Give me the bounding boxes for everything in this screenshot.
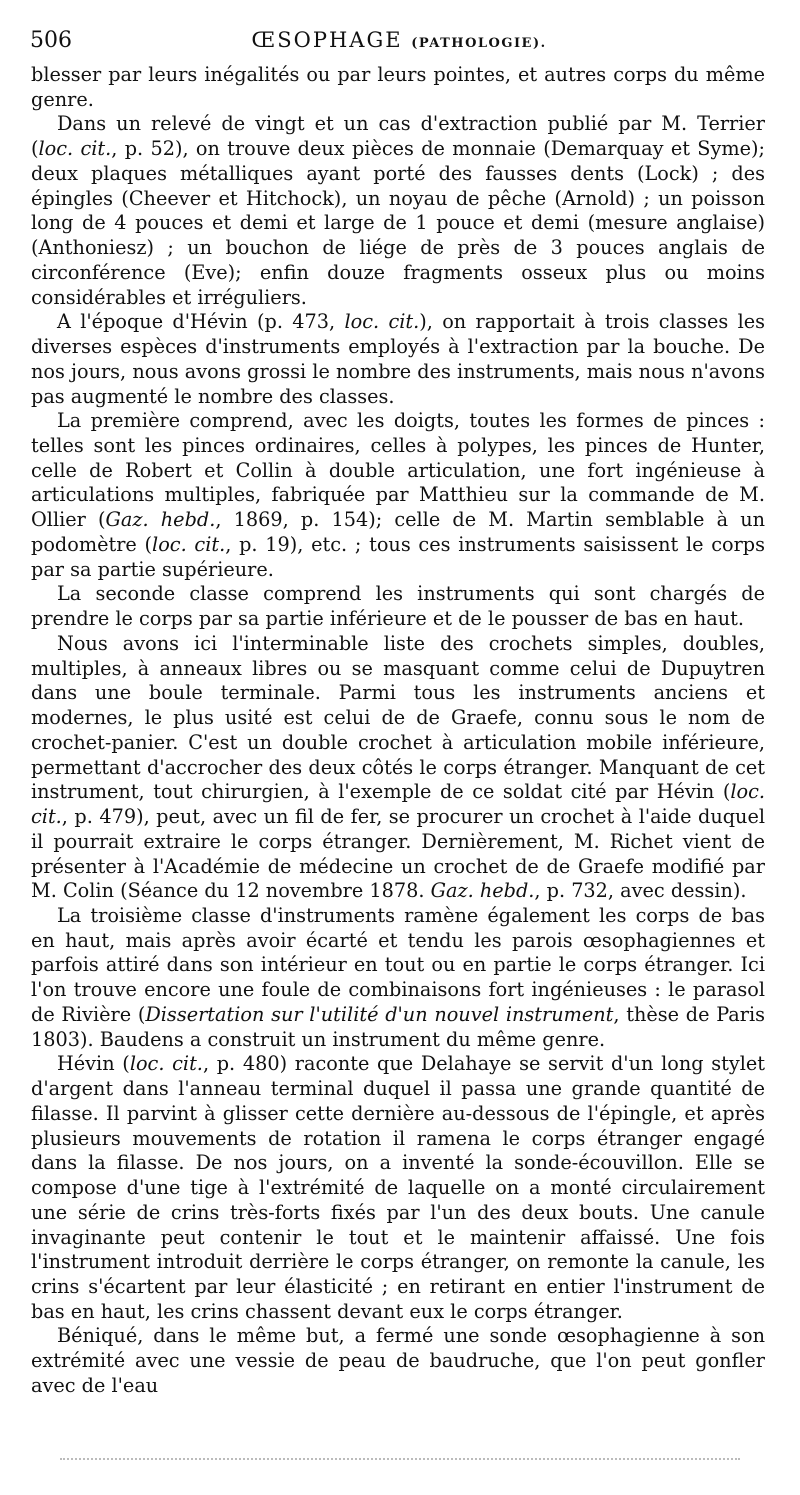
text-run: , p. 19), etc. ; tous ces instruments saisissent le corps par sa partie supérieure. — [31, 532, 766, 581]
body-text — [31, 63, 765, 1399]
text-run: La première comprend, avec les doigts, toutes les formes de pinces : telles sont les pinces ordinaires, celles à polypes, les pinces de Hunter, celle de Robert et Collin à double articulation, une fort ingénieuse à articulations multiples, fabriquée par Matthieu sur la commande de M. Ollier ( — [31, 409, 765, 532]
paragraph-9 — [31, 1324, 765, 1398]
paragraph-3 — [31, 310, 765, 409]
paragraph-5 — [31, 582, 765, 631]
header-subtitle: (PATHOLOGIE). — [411, 36, 547, 51]
text-run: La seconde classe comprend les instruments qui sont chargés de prendre le corps par sa partie inférieure et de le pousser de bas en haut. — [31, 582, 765, 631]
text-run: , p. 479), peut, avec un fil de fer, se procurer un crochet à l'aide duquel il pourrait extraire le corps étranger. Dernièrement, M. Richet vient de présenter à l'Académie de médecine un crochet de de Graefe modifié par M. Colin (Séance du 12 novembre 1878. — [31, 805, 765, 903]
paragraph-1 — [31, 63, 765, 112]
paragraph-2 — [31, 112, 765, 310]
citation-italic: loc. cit. — [152, 532, 226, 556]
paragraph-6 — [31, 632, 765, 904]
citation-italic: loc. cit. — [344, 310, 420, 334]
text-run: La troisième classe d'instruments ramène également les corps de bas en haut, mais après avoir écarté et tendu les parois œsophagiennes et parfois attiré dans son intérieur en tout ou en partie le corps étranger. Ici l'on trouve encore une foule de combinaisons fort ingénieuses : le parasol de Rivière ( — [31, 903, 765, 1026]
citation-italic: Gaz. hebd. — [105, 508, 216, 532]
citation-italic: Dissertation sur l'utilité d'un nouvel instrument — [145, 1002, 614, 1026]
footer-dotted-rule — [60, 1458, 740, 1460]
header-title-line — [30, 28, 768, 52]
text-run: , p. 480) raconte que Delahaye se servit d'un long stylet d'argent dans l'anneau terminal duquel il passa une grande quantité de filasse. Il parvint à glisser cette dernière au-dessous de l'épingle, et après plusieurs mouvements de rotation il ramena le corps étranger engagé dans la filasse. De nos jours, on a inventé la sonde-écouvillon. Elle se compose d'une tige à l'extrémité de laquelle on a monté circulairement une série de crins très-forts fixés par l'un des deux bouts. Une canule invaginante peut contenir le tout et le maintenir affaissé. Une fois l'instrument introduit derrière le corps étranger, on remonte la canule, les crins s'écartent par leur élasticité ; en retirant en entier l'instrument de bas en haut, les crins chassent devant eux le corps étranger. — [31, 1052, 765, 1323]
text-run: , p. 732, avec dessin). — [534, 879, 747, 903]
citation-italic: Gaz. hebd. — [430, 879, 535, 903]
citation-italic: loc. cit. — [129, 1052, 203, 1076]
text-run: A l'époque d'Hévin (p. 473, — [57, 310, 345, 334]
text-run: Hévin ( — [57, 1052, 130, 1076]
page-number: 506 — [30, 28, 72, 53]
text-run: , 1869, p. 154); celle de M. Martin semblable à un podomètre ( — [31, 508, 765, 556]
citation-italic: loc. cit. — [31, 780, 765, 829]
text-run: blesser par leurs inégalités ou par leurs pointes, et autres corps du même genre. — [31, 63, 765, 111]
running-head — [30, 28, 768, 58]
text-run: Béniqué, dans le même but, a fermé une sonde œsophagienne à son extrémité avec une vessie de peau de baudruche, que l'on peut gonfler avec de l'eau — [31, 1324, 765, 1397]
paragraph-4 — [31, 409, 765, 582]
text-run: , thèse de Paris 1803). Baudens a construit un instrument du même genre. — [31, 1002, 765, 1051]
paragraph-8 — [31, 1052, 765, 1324]
header-title: ŒSOPHAGE — [251, 28, 403, 52]
text-run: Nous avons ici l'interminable liste des crochets simples, doubles, multiples, à anneaux libres ou se masquant comme celui de Dupuytren dans une boule terminale. Parmi tous les instruments anciens et modernes, le plus usité est celui de de Graefe, connu sous le nom de crochet-panier. C'est un double crochet à articulation mobile inférieure, permettant d'accrocher des deux côtés le corps étranger. Manquant de cet instrument, tout chirurgien, à l'exemple de ce soldat cité par Hévin ( — [31, 631, 765, 804]
paragraph-7 — [31, 904, 765, 1052]
text-run: ), on rapportait à trois classes les diverses espèces d'instruments employés à l'extraction par la bouche. De nos jours, nous avons grossi le nombre des instruments, mais nous n'avons pas augmenté le nombre des classes. — [31, 310, 765, 408]
citation-italic: loc. cit. — [38, 137, 112, 161]
text-run: Dans un relevé de vingt et un cas d'extraction publié par M. Terrier ( — [31, 112, 765, 161]
text-run: , p. 52), on trouve deux pièces de monnaie (Demarquay et Syme); deux plaques métalliques ayant porté des fausses dents (Lock) ; des épingles (Cheever et Hitchock), un noyau de pêche (Arnold) ; un poisson long de 4 pouces et demi et large de 1 pouce et demi (mesure anglaise) (Anthoniesz) ; un bouchon de liége de près de 3 pouces anglais de circonférence (Eve); enfin douze fragments osseux plus ou moins considérables et irréguliers. — [31, 137, 765, 309]
